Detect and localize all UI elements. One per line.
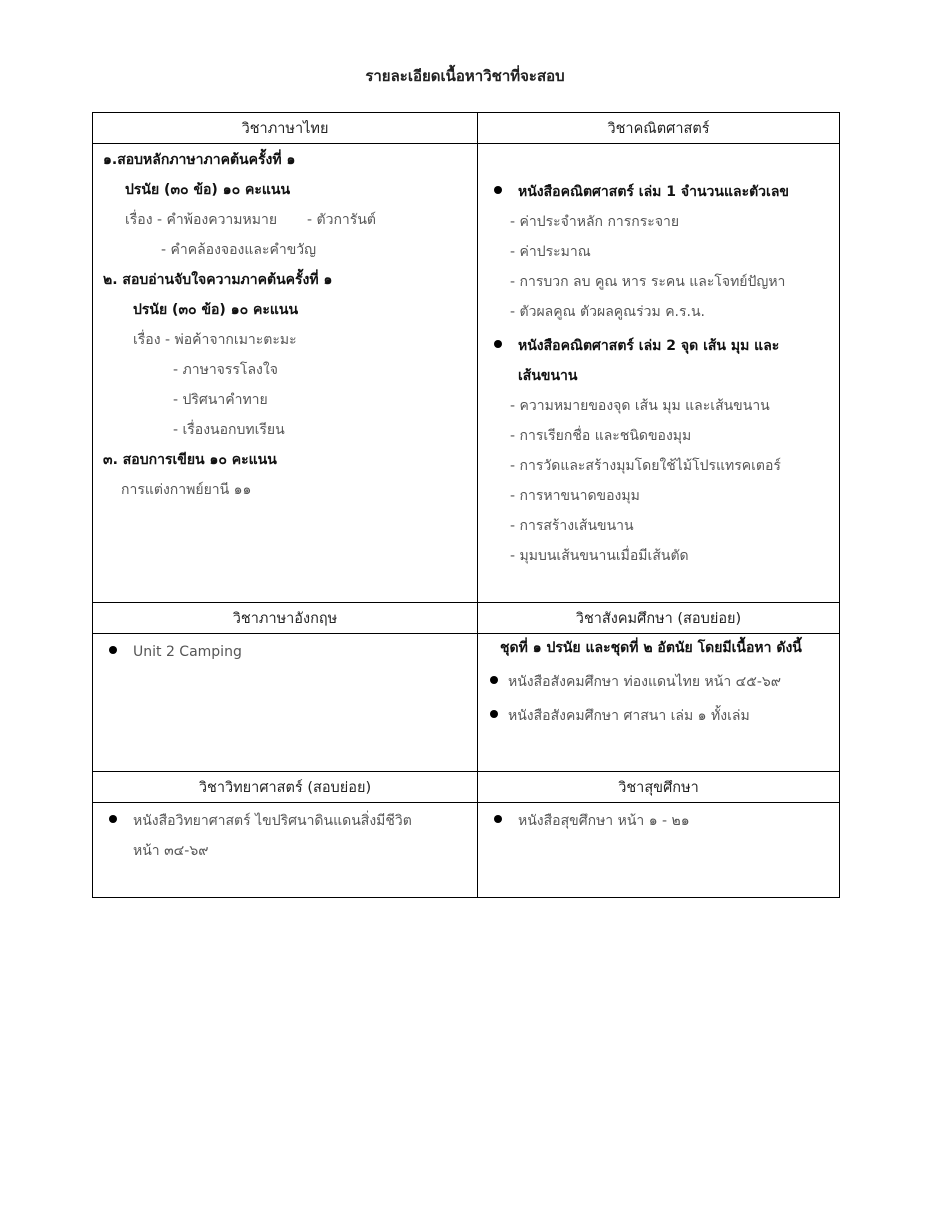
math-topic: - การบวก ลบ คูณ หาร ระคน และโจทย์ปัญหา [510, 274, 786, 290]
thai-topic: เรื่อง - คำพ้องความหมาย [125, 212, 278, 228]
thai-header: วิชาภาษาไทย [93, 113, 478, 144]
science-header: วิชาวิทยาศาสตร์ (สอบย่อย) [93, 772, 478, 803]
english-item: Unit 2 Camping [109, 642, 242, 662]
bullet-icon [490, 676, 498, 684]
thai-section-1-format: ปรนัย (๓๐ ข้อ) ๑๐ คะแนน [125, 182, 291, 198]
page-title: รายละเอียดเนื้อหาวิชาที่จะสอบ [365, 67, 565, 85]
science-item: หนังสือวิทยาศาสตร์ ไขปริศนาดินแดนสิ่งมีชีวิต [109, 811, 412, 831]
bullet-icon [109, 646, 117, 654]
thai-topic: - ตัวการันต์ [307, 212, 376, 228]
thai-topic: - เรื่องนอกบทเรียน [173, 422, 285, 438]
social-item: หนังสือสังคมศึกษา ศาสนา เล่ม ๑ ทั้งเล่ม [490, 706, 750, 726]
bullet-icon [109, 815, 117, 823]
math-header: วิชาคณิตศาสตร์ [478, 113, 840, 144]
math-topic: - ค่าประจำหลัก การกระจาย [510, 214, 680, 230]
social-header: วิชาสังคมศึกษา (สอบย่อย) [478, 603, 840, 634]
english-header: วิชาภาษาอังกฤษ [93, 603, 478, 634]
math-topic: - ตัวผลคูณ ตัวผลคูณร่วม ค.ร.น. [510, 304, 705, 320]
thai-topic: เรื่อง - พ่อค้าจากเมาะตะมะ [133, 332, 297, 348]
math-topic: - การวัดและสร้างมุมโดยใช้ไม้โปรแทรคเตอร์ [510, 458, 781, 474]
thai-section-1: ๑.สอบหลักภาษาภาคต้นครั้งที่ ๑ [103, 152, 296, 168]
thai-topic: - คำคล้องจองและคำขวัญ [161, 242, 317, 258]
thai-topic: การแต่งกาพย์ยานี ๑๑ [121, 482, 252, 498]
thai-section-2: ๒. สอบอ่านจับใจความภาคต้นครั้งที่ ๑ [103, 272, 333, 288]
exam-content-table [92, 112, 840, 898]
math-topic: - มุมบนเส้นขนานเมื่อมีเส้นตัด [510, 548, 689, 564]
thai-topic: - ภาษาจรรโลงใจ [173, 362, 278, 378]
bullet-icon [494, 815, 502, 823]
thai-section-3: ๓. สอบการเขียน ๑๐ คะแนน [103, 452, 277, 468]
bullet-icon [490, 710, 498, 718]
math-topic: - ค่าประมาณ [510, 244, 591, 260]
social-subtitle: ชุดที่ ๑ ปรนัย และชุดที่ ๒ อัตนัย โดยมีเนื้อหา ดังนี้ [500, 640, 802, 656]
health-header: วิชาสุขศึกษา [478, 772, 840, 803]
math-topic: - การสร้างเส้นขนาน [510, 518, 634, 534]
math-book-2-cont: เส้นขนาน [518, 368, 578, 384]
math-topic: - ความหมายของจุด เส้น มุม และเส้นขนาน [510, 398, 770, 414]
math-topic: - การหาขนาดของมุม [510, 488, 640, 504]
social-item: หนังสือสังคมศึกษา ท่องแดนไทย หน้า ๔๕-๖๙ [490, 672, 781, 692]
bullet-icon [494, 340, 502, 348]
math-book-1: หนังสือคณิตศาสตร์ เล่ม 1 จำนวนและตัวเลข [494, 182, 789, 202]
math-topic: - การเรียกชื่อ และชนิดของมุม [510, 428, 692, 444]
health-item: หนังสือสุขศึกษา หน้า ๑ - ๒๑ [494, 811, 690, 831]
science-item-cont: หน้า ๓๔-๖๙ [133, 843, 209, 859]
math-book-2: หนังสือคณิตศาสตร์ เล่ม 2 จุด เส้น มุม และ [494, 336, 779, 356]
thai-section-2-format: ปรนัย (๓๐ ข้อ) ๑๐ คะแนน [133, 302, 299, 318]
thai-topic: - ปริศนาคำทาย [173, 392, 268, 408]
bullet-icon [494, 186, 502, 194]
